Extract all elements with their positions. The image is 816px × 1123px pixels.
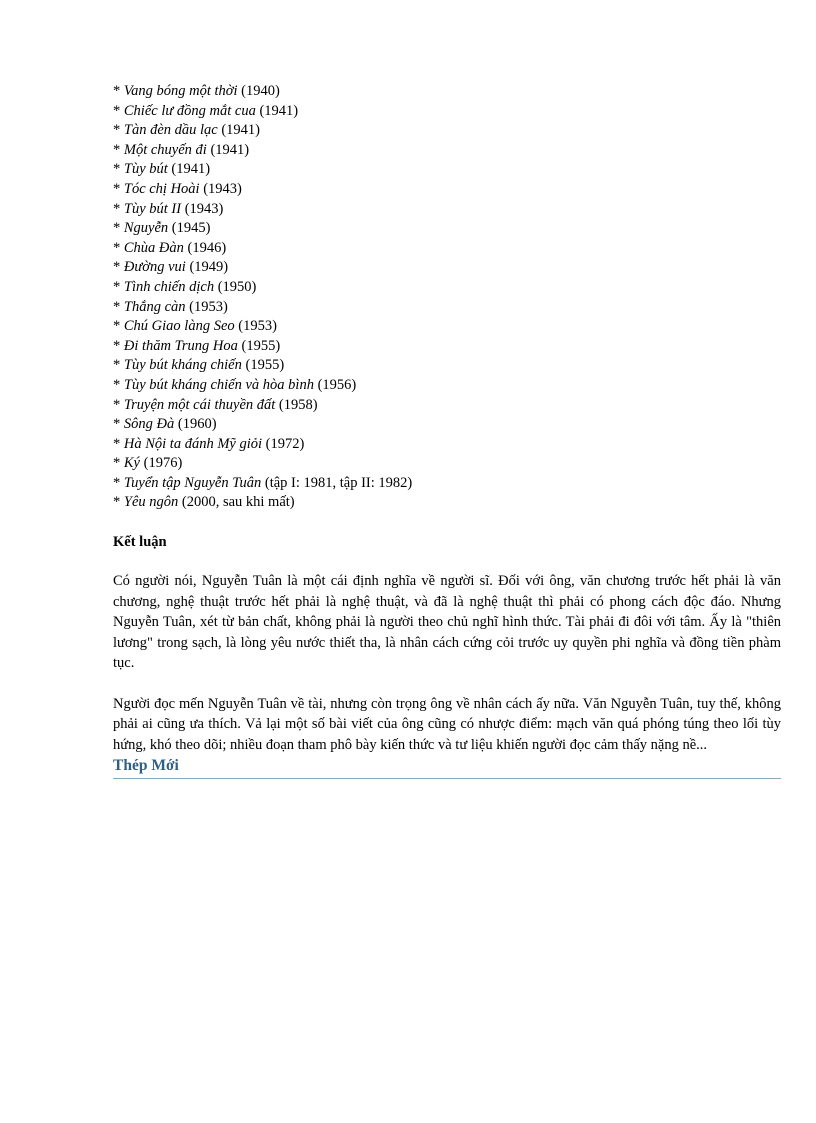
work-note: (1976)	[143, 455, 183, 472]
work-note: (tập I: 1981, tập II: 1982)	[264, 474, 413, 491]
work-title: Nguyễn	[123, 220, 169, 237]
work-title: Tóc chị Hoài	[123, 180, 200, 197]
work-item	[113, 102, 781, 122]
work-item	[113, 493, 781, 513]
work-title: Tuyển tập Nguyễn Tuân	[123, 474, 262, 491]
section-heading: Kết luận	[113, 534, 167, 551]
asterisk-bullet-icon: *	[113, 278, 124, 295]
work-title: Sông Đà	[123, 416, 175, 433]
work-title: Ký	[123, 455, 140, 472]
work-item	[113, 200, 781, 220]
asterisk-bullet-icon: *	[113, 455, 124, 472]
work-note: (1941)	[221, 122, 261, 139]
asterisk-bullet-icon: *	[113, 220, 124, 237]
work-note: (2000, sau khi mất)	[181, 494, 295, 511]
asterisk-bullet-icon: *	[113, 83, 124, 99]
work-item	[113, 396, 781, 416]
asterisk-bullet-icon: *	[113, 494, 124, 511]
work-item	[113, 337, 781, 357]
asterisk-bullet-icon: *	[113, 180, 124, 197]
work-item	[113, 278, 781, 298]
asterisk-bullet-icon: *	[113, 396, 124, 413]
work-title: Đường vui	[123, 259, 186, 276]
work-item	[113, 415, 781, 435]
work-title: Hà Nội ta đánh Mỹ giỏi	[123, 435, 263, 452]
asterisk-bullet-icon: *	[113, 161, 124, 178]
work-note: (1958)	[278, 396, 318, 413]
asterisk-bullet-icon: *	[113, 122, 124, 139]
work-note: (1949)	[189, 259, 229, 276]
asterisk-bullet-icon: *	[113, 102, 124, 119]
work-item	[113, 121, 781, 141]
work-note: (1945)	[171, 220, 211, 237]
asterisk-bullet-icon: *	[113, 298, 124, 315]
asterisk-bullet-icon: *	[113, 474, 124, 491]
work-title: Chú Giao làng Seo	[123, 318, 235, 335]
work-item	[113, 160, 781, 180]
conclusion-paragraph-1: Có người nói, Nguyễn Tuân là một cái định nghĩa về người sĩ. Đối với ông, văn chương trước hết phải là văn chương, nghệ thuật trước hết phải là nghệ thuật, và đã là nghệ thuật thì phải có phong cách độc đáo. Nhưng Nguyễn Tuân, xét từ bản chất, không phải là người theo chủ nghĩ hình thức. Tài phải đi đôi với tâm. Ấy là "thiên lương" trong sạch, là lòng yêu nước thiết tha, là nhân cách cứng cỏi trước uy quyền phi nghĩa và đồng tiền phàm tục.	[113, 573, 781, 672]
work-title: Thắng càn	[123, 298, 186, 315]
work-note: (1950)	[217, 278, 257, 295]
work-note: (1941)	[210, 141, 250, 158]
asterisk-bullet-icon: *	[113, 200, 124, 217]
work-note: (1943)	[203, 180, 242, 197]
work-note: (1943)	[184, 200, 224, 217]
work-item	[113, 317, 781, 337]
asterisk-bullet-icon: *	[113, 239, 124, 256]
work-title: Tùy bút kháng chiến và hòa bình	[123, 376, 314, 393]
document-page	[113, 82, 781, 779]
work-item	[113, 376, 781, 396]
work-item	[113, 258, 781, 278]
asterisk-bullet-icon: *	[113, 435, 124, 452]
conclusion-paragraph-2: Người đọc mến Nguyễn Tuân về tài, nhưng còn trọng ông về nhân cách ấy nữa. Văn Nguyễn Tuân, tuy thế, không phải ai cũng ưa thích. Vả lại một số bài viết của ông cũng có nhược điểm: mạch văn quá phóng túng theo lối tùy hứng, khó theo dõi; nhiều đoạn tham phô bày kiến thức và tư liệu khiến người đọc cảm thấy nặng nề...	[113, 695, 781, 753]
work-note: (1956)	[317, 376, 357, 393]
work-note: (1941)	[171, 161, 211, 178]
work-title: Yêu ngôn	[123, 494, 179, 511]
asterisk-bullet-icon: *	[113, 416, 124, 433]
work-note: (1946)	[187, 239, 227, 256]
work-title: Một chuyến đi	[123, 141, 207, 158]
work-item	[113, 435, 781, 455]
work-note: (1955)	[241, 337, 281, 354]
work-title: Tàn đèn dầu lạc	[123, 122, 218, 139]
asterisk-bullet-icon: *	[113, 376, 124, 393]
work-title: Chiếc lư đồng mắt cua	[123, 102, 256, 119]
work-note: (1955)	[245, 357, 285, 374]
work-title: Vang bóng một thời	[123, 83, 238, 99]
asterisk-bullet-icon: *	[113, 259, 124, 276]
work-item	[113, 239, 781, 259]
work-title: Tùy bút	[123, 161, 168, 178]
work-item	[113, 180, 781, 200]
work-title: Tùy bút kháng chiến	[123, 357, 242, 374]
work-item	[113, 219, 781, 239]
asterisk-bullet-icon: *	[113, 141, 124, 158]
work-note: (1940)	[241, 83, 280, 99]
work-item	[113, 474, 781, 494]
author-name: Thép Mới	[113, 757, 179, 775]
work-item	[113, 82, 781, 102]
work-title: Chùa Đàn	[123, 239, 184, 256]
asterisk-bullet-icon: *	[113, 337, 124, 354]
work-item	[113, 298, 781, 318]
work-note: (1960)	[177, 416, 217, 433]
work-title: Tình chiến dịch	[123, 278, 215, 295]
work-title: Đi thăm Trung Hoa	[123, 337, 238, 354]
work-note: (1953)	[238, 318, 277, 335]
work-title: Tùy bút II	[123, 200, 182, 217]
asterisk-bullet-icon: *	[113, 357, 124, 374]
work-item	[113, 356, 781, 376]
work-item	[113, 454, 781, 474]
works-list	[113, 82, 781, 513]
work-note: (1972)	[265, 435, 305, 452]
work-title: Truyện một cái thuyền đất	[123, 396, 276, 413]
asterisk-bullet-icon: *	[113, 318, 124, 335]
work-item	[113, 141, 781, 161]
work-note: (1953)	[189, 298, 228, 315]
divider-line	[113, 778, 781, 779]
work-note: (1941)	[259, 102, 299, 119]
